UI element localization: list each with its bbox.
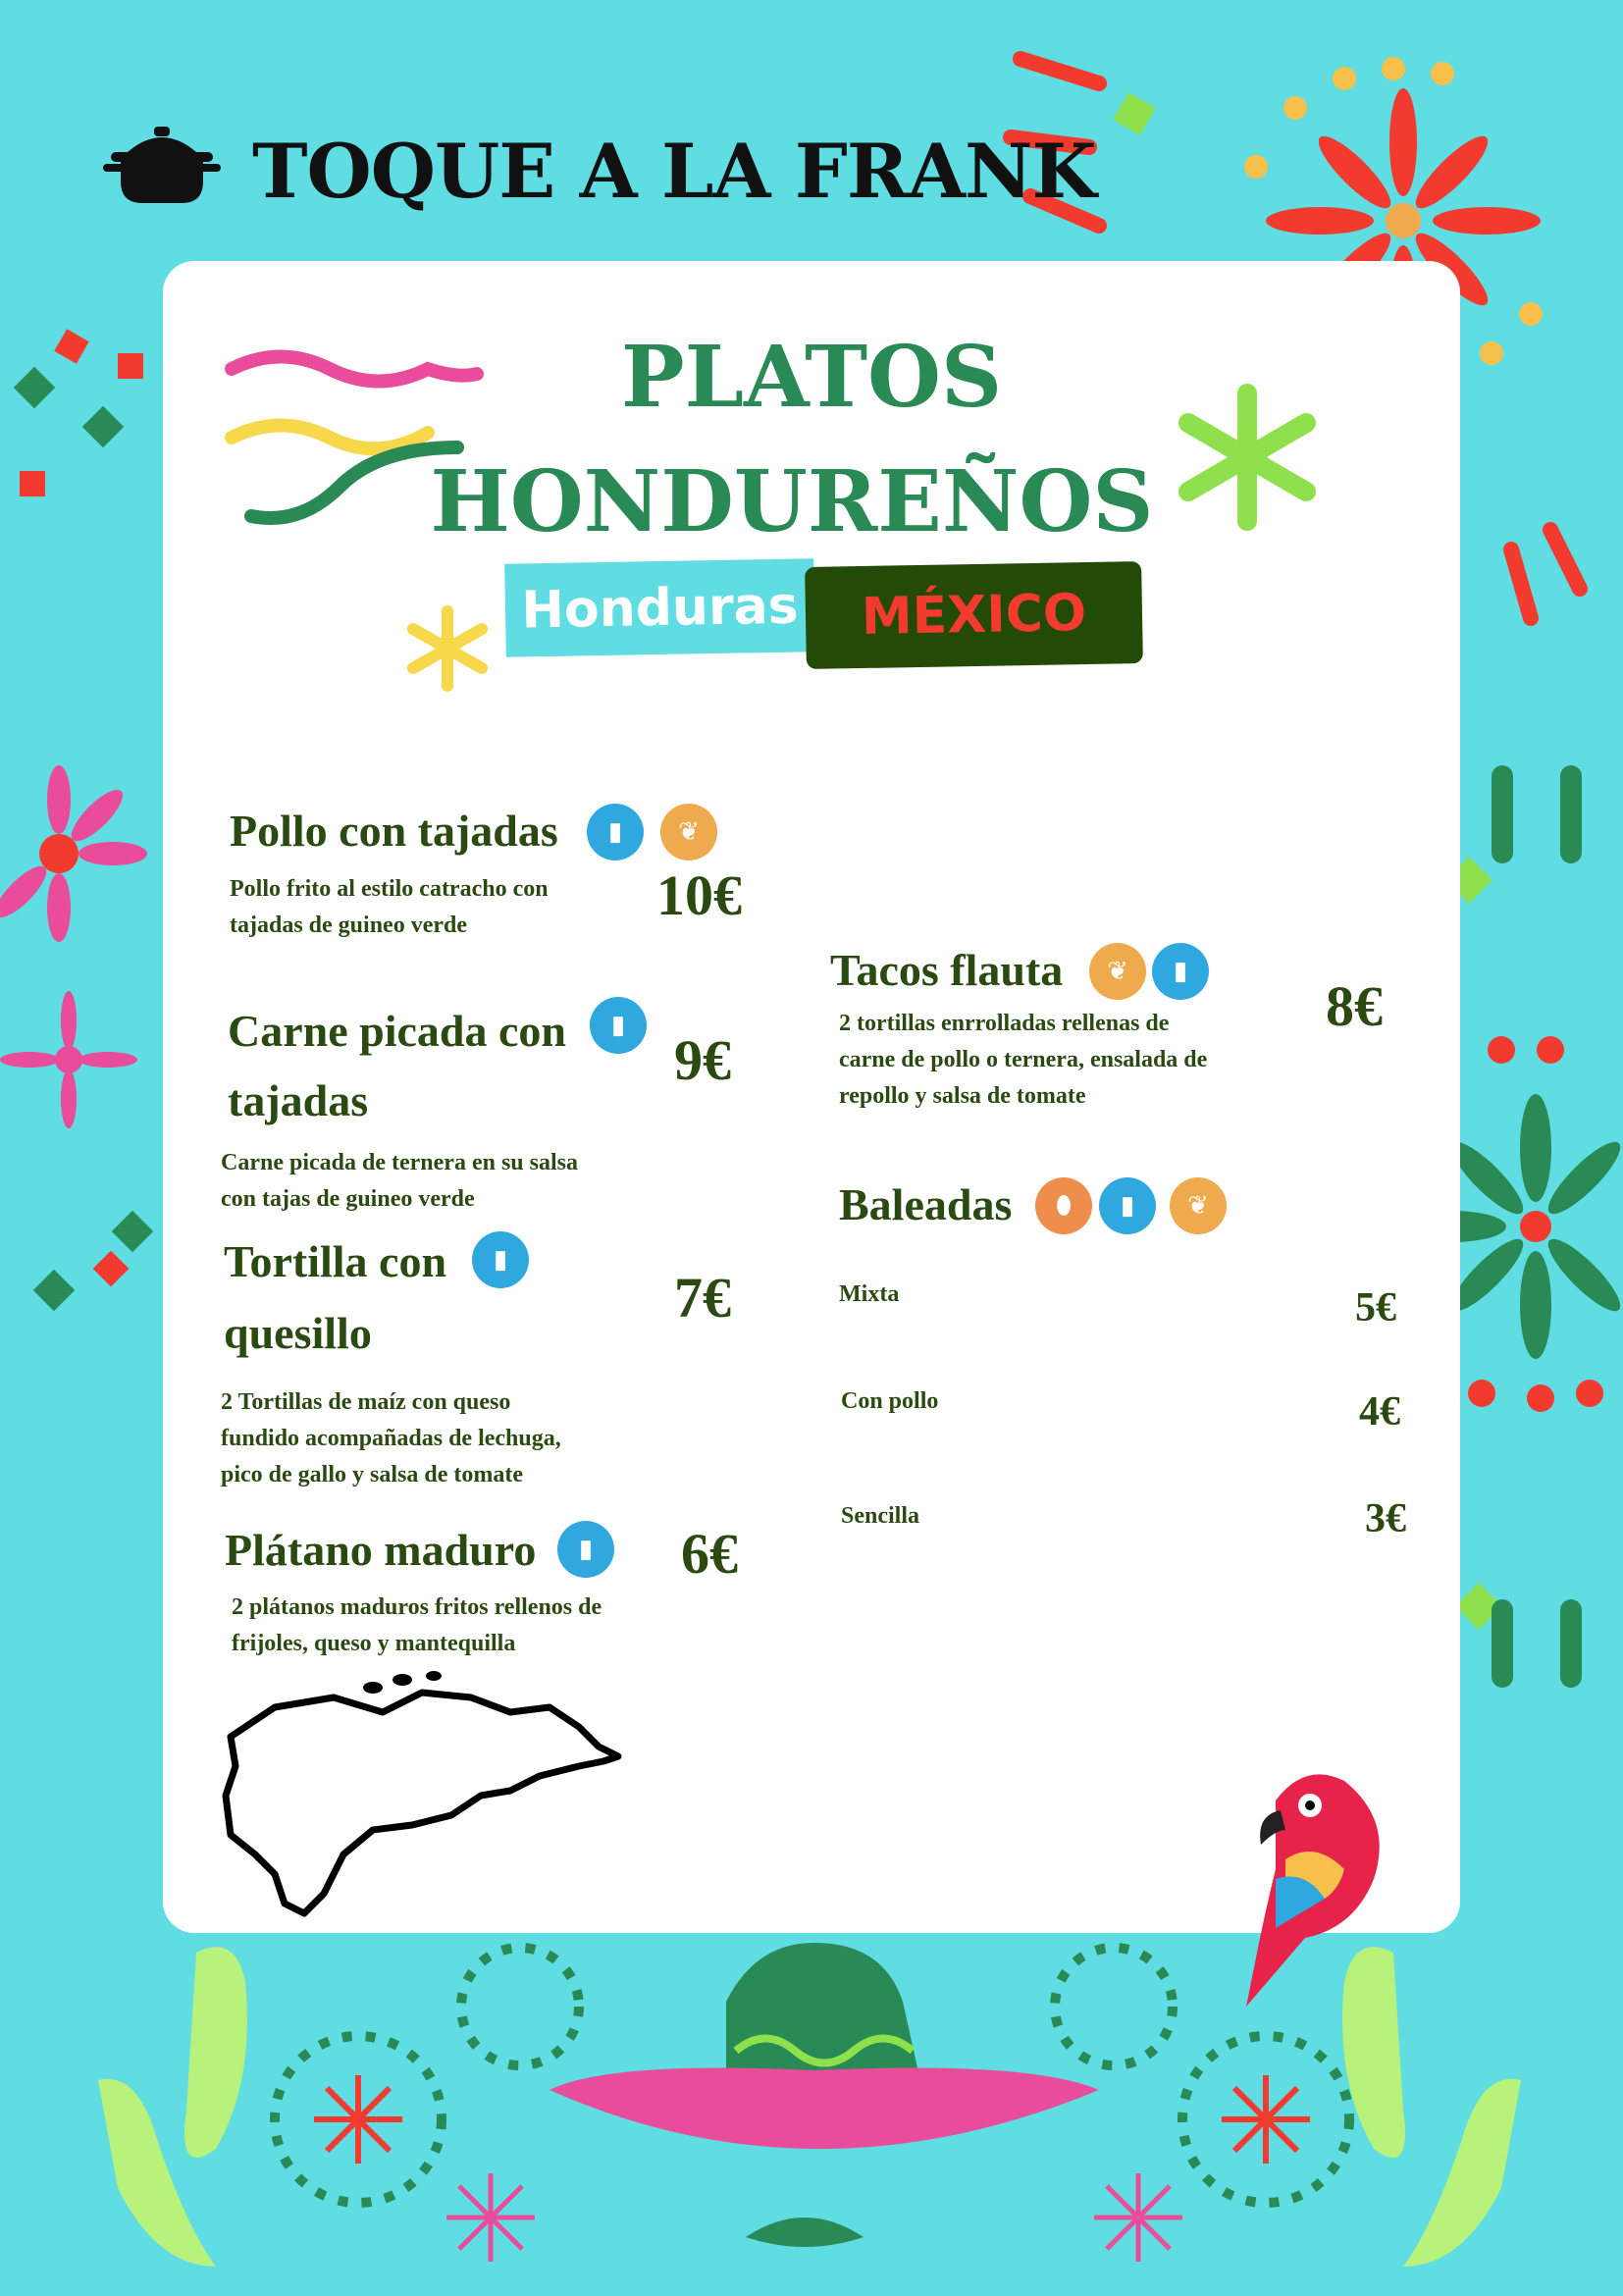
egg-allergen-icon: ⬮ [1035,1177,1092,1234]
honduras-map-icon [216,1668,628,1928]
option-label: Mixta [839,1281,900,1307]
option-label: Con pollo [841,1388,939,1414]
title-hondurenos: HONDUREÑOS [430,452,1154,551]
option-price: 5€ [1355,1285,1396,1331]
item-name: Carne picada con [228,1006,566,1056]
milk-allergen-icon: ▮ [587,804,644,861]
title-platos: PLATOS [620,328,1003,427]
item-name: Pollo con tajadas [230,806,558,856]
tag-honduras: Honduras [504,558,815,656]
tag-mexico: MÉXICO [805,561,1143,669]
milk-allergen-icon: ▮ [1099,1177,1156,1234]
milk-allergen-icon: ▮ [590,997,647,1054]
gluten-allergen-icon: ❦ [1170,1177,1227,1234]
item-name: Baleadas [839,1179,1013,1229]
item-price: 9€ [674,1028,731,1092]
asterisk-decoration [403,604,492,693]
milk-allergen-icon: ▮ [472,1231,529,1288]
option-price: 3€ [1365,1496,1406,1541]
cooking-pot-icon [103,125,221,210]
sombrero-icon [550,1943,1099,2247]
item-description: 2 tortillas enrrolladas rellenas de carne de pollo o ternera, ensalada de repollo y salsa de tomate [839,1011,1208,1109]
item-price: 10€ [656,863,742,927]
item-price: 7€ [674,1266,731,1330]
gluten-allergen-icon: ❦ [660,804,717,861]
item-description: Pollo frito al estilo catracho con tajadas de guineo verde [230,876,549,938]
item-price: 8€ [1326,974,1383,1038]
brand-name: TOQUE A LA FRANK [252,128,1096,215]
item-description: Carne picada de ternera en su salsa con tajas de guineo verde [221,1150,578,1212]
item-description: 2 plátanos maduros fritos rellenos de frijoles, queso y mantequilla [232,1594,602,1656]
item-name: Plátano maduro [225,1525,537,1575]
option-price: 4€ [1359,1389,1400,1435]
item-name: Tacos flauta [830,945,1064,995]
item-price: 6€ [681,1522,738,1586]
item-name: tajadas [228,1075,369,1125]
parrot-icon [1227,1761,1398,2011]
option-label: Sencilla [841,1503,920,1529]
item-name: quesillo [224,1308,372,1358]
item-name: Tortilla con [224,1236,447,1286]
gluten-allergen-icon: ❦ [1089,943,1146,1000]
milk-allergen-icon: ▮ [1152,943,1209,1000]
milk-allergen-icon: ▮ [557,1521,614,1578]
item-description: 2 Tortillas de maíz con queso fundido acompañadas de lechuga, pico de gallo y salsa de tomate [221,1389,561,1487]
